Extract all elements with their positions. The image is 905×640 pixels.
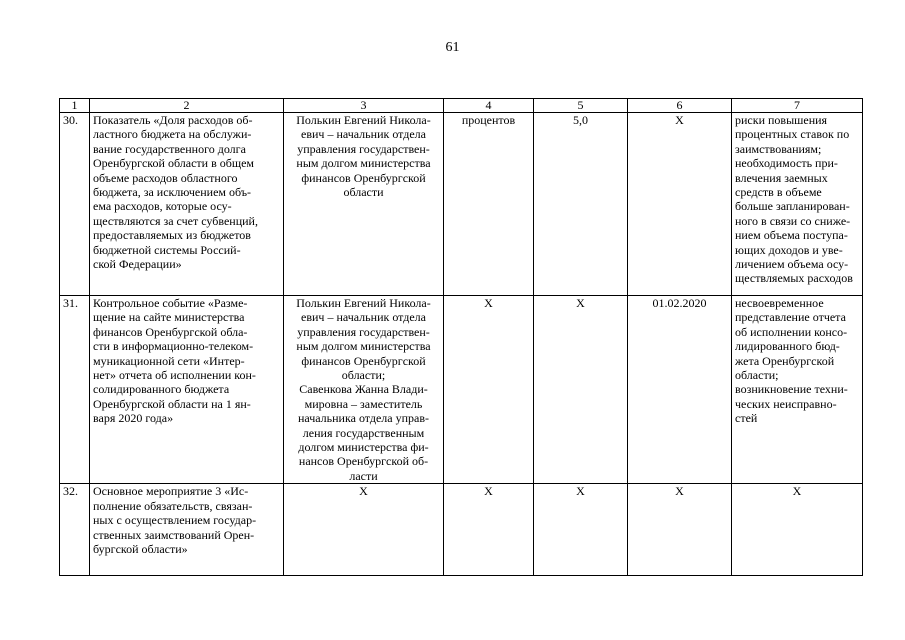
line: Полькин Евгений Никола- (296, 296, 431, 310)
line: евич – начальник отдела (301, 127, 426, 142)
line: ской Федерации» (93, 257, 182, 272)
row-number: 31. (60, 296, 90, 484)
line: предоставляемых из бюджетов (93, 228, 251, 243)
line: финансов Оренбургской (301, 353, 426, 368)
line: начальника отдела управ- (297, 411, 430, 426)
value-cell: 5,0 (534, 113, 628, 296)
value-cell: Х (534, 296, 628, 484)
line: заимствованиям; (735, 141, 822, 156)
risks-cell (732, 296, 863, 484)
unit-cell: Х (444, 296, 534, 484)
line: процентных ставок по (735, 127, 850, 142)
line: долгом министерства фи- (298, 440, 429, 455)
line: ема расходов, которые осу- (93, 199, 232, 214)
unit-cell: процентов (444, 113, 534, 296)
line: нет» отчета об исполнении кон- (93, 368, 256, 383)
line: финансов Оренбургской (301, 170, 426, 185)
line: возникновение техни- (735, 382, 848, 397)
line: Х (359, 484, 368, 499)
table-row (60, 296, 863, 484)
line: управления государствен- (297, 141, 430, 156)
line: необходимость при- (735, 156, 838, 171)
unit-cell: Х (444, 484, 534, 576)
line: ного в связи со сниже- (735, 213, 851, 228)
risks-cell (732, 484, 863, 576)
line: евич – начальник отдела (301, 310, 426, 325)
indicator-cell (90, 296, 284, 484)
column-header: 6 (628, 99, 732, 113)
line: ственных заимствований Орен- (93, 527, 255, 542)
line: лидированного бюд- (735, 339, 840, 354)
column-header: 5 (534, 99, 628, 113)
line: несвоевременное (735, 296, 824, 310)
line: ных с осуществлением государ- (93, 513, 257, 528)
line: финансов Оренбургской обла- (93, 324, 248, 339)
line: представление отчета (735, 310, 846, 325)
line: ным долгом министерства (296, 156, 431, 171)
line: нансов Оренбургской об- (298, 454, 429, 469)
line: полнение обязательств, связан- (93, 498, 253, 513)
responsible-cell (284, 113, 444, 296)
column-header: 2 (90, 99, 284, 113)
table-row (60, 113, 863, 296)
line: влечения заемных (735, 170, 828, 185)
responsible-cell (284, 296, 444, 484)
line: жета Оренбургской (735, 353, 835, 368)
line: области; (735, 368, 779, 383)
line: мировна – заместитель (304, 396, 423, 411)
row-number: 32. (60, 484, 90, 576)
risks-cell (732, 113, 863, 296)
line: варя 2020 года» (93, 411, 174, 426)
column-header: 1 (60, 99, 90, 113)
line: ным долгом министерства (296, 339, 431, 354)
line: ческих неисправно- (735, 396, 837, 411)
line: Оренбургской области на 1 ян- (93, 396, 251, 411)
line: Показатель «Доля расходов об- (93, 113, 253, 127)
line: Савенкова Жанна Влади- (299, 382, 428, 397)
date-cell: Х (628, 484, 732, 576)
responsible-cell (284, 484, 444, 576)
date-cell: 01.02.2020 (628, 296, 732, 484)
page-number: 61 (445, 40, 460, 55)
line: Полькин Евгений Никола- (296, 113, 431, 127)
line: бургской области» (93, 541, 188, 556)
line: управления государствен- (297, 324, 430, 339)
line: вание государственного долга (93, 141, 246, 156)
line: нием объема поступа- (735, 228, 848, 243)
line: стей (735, 411, 758, 426)
line: сти в информационно-телеком- (93, 339, 254, 354)
indicator-cell (90, 113, 284, 296)
row-number: 30. (60, 113, 90, 296)
column-header: 3 (284, 99, 444, 113)
table-row (60, 484, 863, 576)
line: муникационной сети «Интер- (93, 353, 245, 368)
column-header: 7 (732, 99, 863, 113)
line: ластного бюджета на обслужи- (93, 127, 252, 142)
indicators-table (59, 98, 863, 576)
line: объеме расходов областного (93, 170, 238, 185)
line: ления государственным (302, 425, 425, 440)
line: средств в объеме (735, 185, 822, 200)
table-header-row (60, 99, 863, 113)
line: Х (792, 484, 802, 499)
column-header: 4 (444, 99, 534, 113)
line: больше запланирован- (735, 199, 850, 214)
line: Оренбургской области в общем (93, 156, 254, 171)
line: ществляются за счет субвенций, (93, 213, 258, 228)
line: области; (341, 368, 386, 383)
indicator-cell (90, 484, 284, 576)
line: бюджета, за исключением объ- (93, 185, 252, 200)
line: ющих доходов и уве- (735, 242, 843, 257)
line: ществляемых расходов (735, 271, 853, 286)
line: Контрольное событие «Разме- (93, 296, 248, 310)
line: об исполнении консо- (735, 324, 848, 339)
line: щение на сайте министерства (93, 310, 245, 325)
line: области (343, 185, 384, 200)
line: бюджетной системы Россий- (93, 242, 241, 257)
line: риски повышения (735, 113, 828, 127)
line: солидированного бюджета (93, 382, 230, 397)
line: Основное мероприятие 3 «Ис- (93, 484, 249, 499)
line: личением объема осу- (735, 257, 849, 272)
line: ласти (349, 468, 378, 483)
value-cell: Х (534, 484, 628, 576)
date-cell: Х (628, 113, 732, 296)
